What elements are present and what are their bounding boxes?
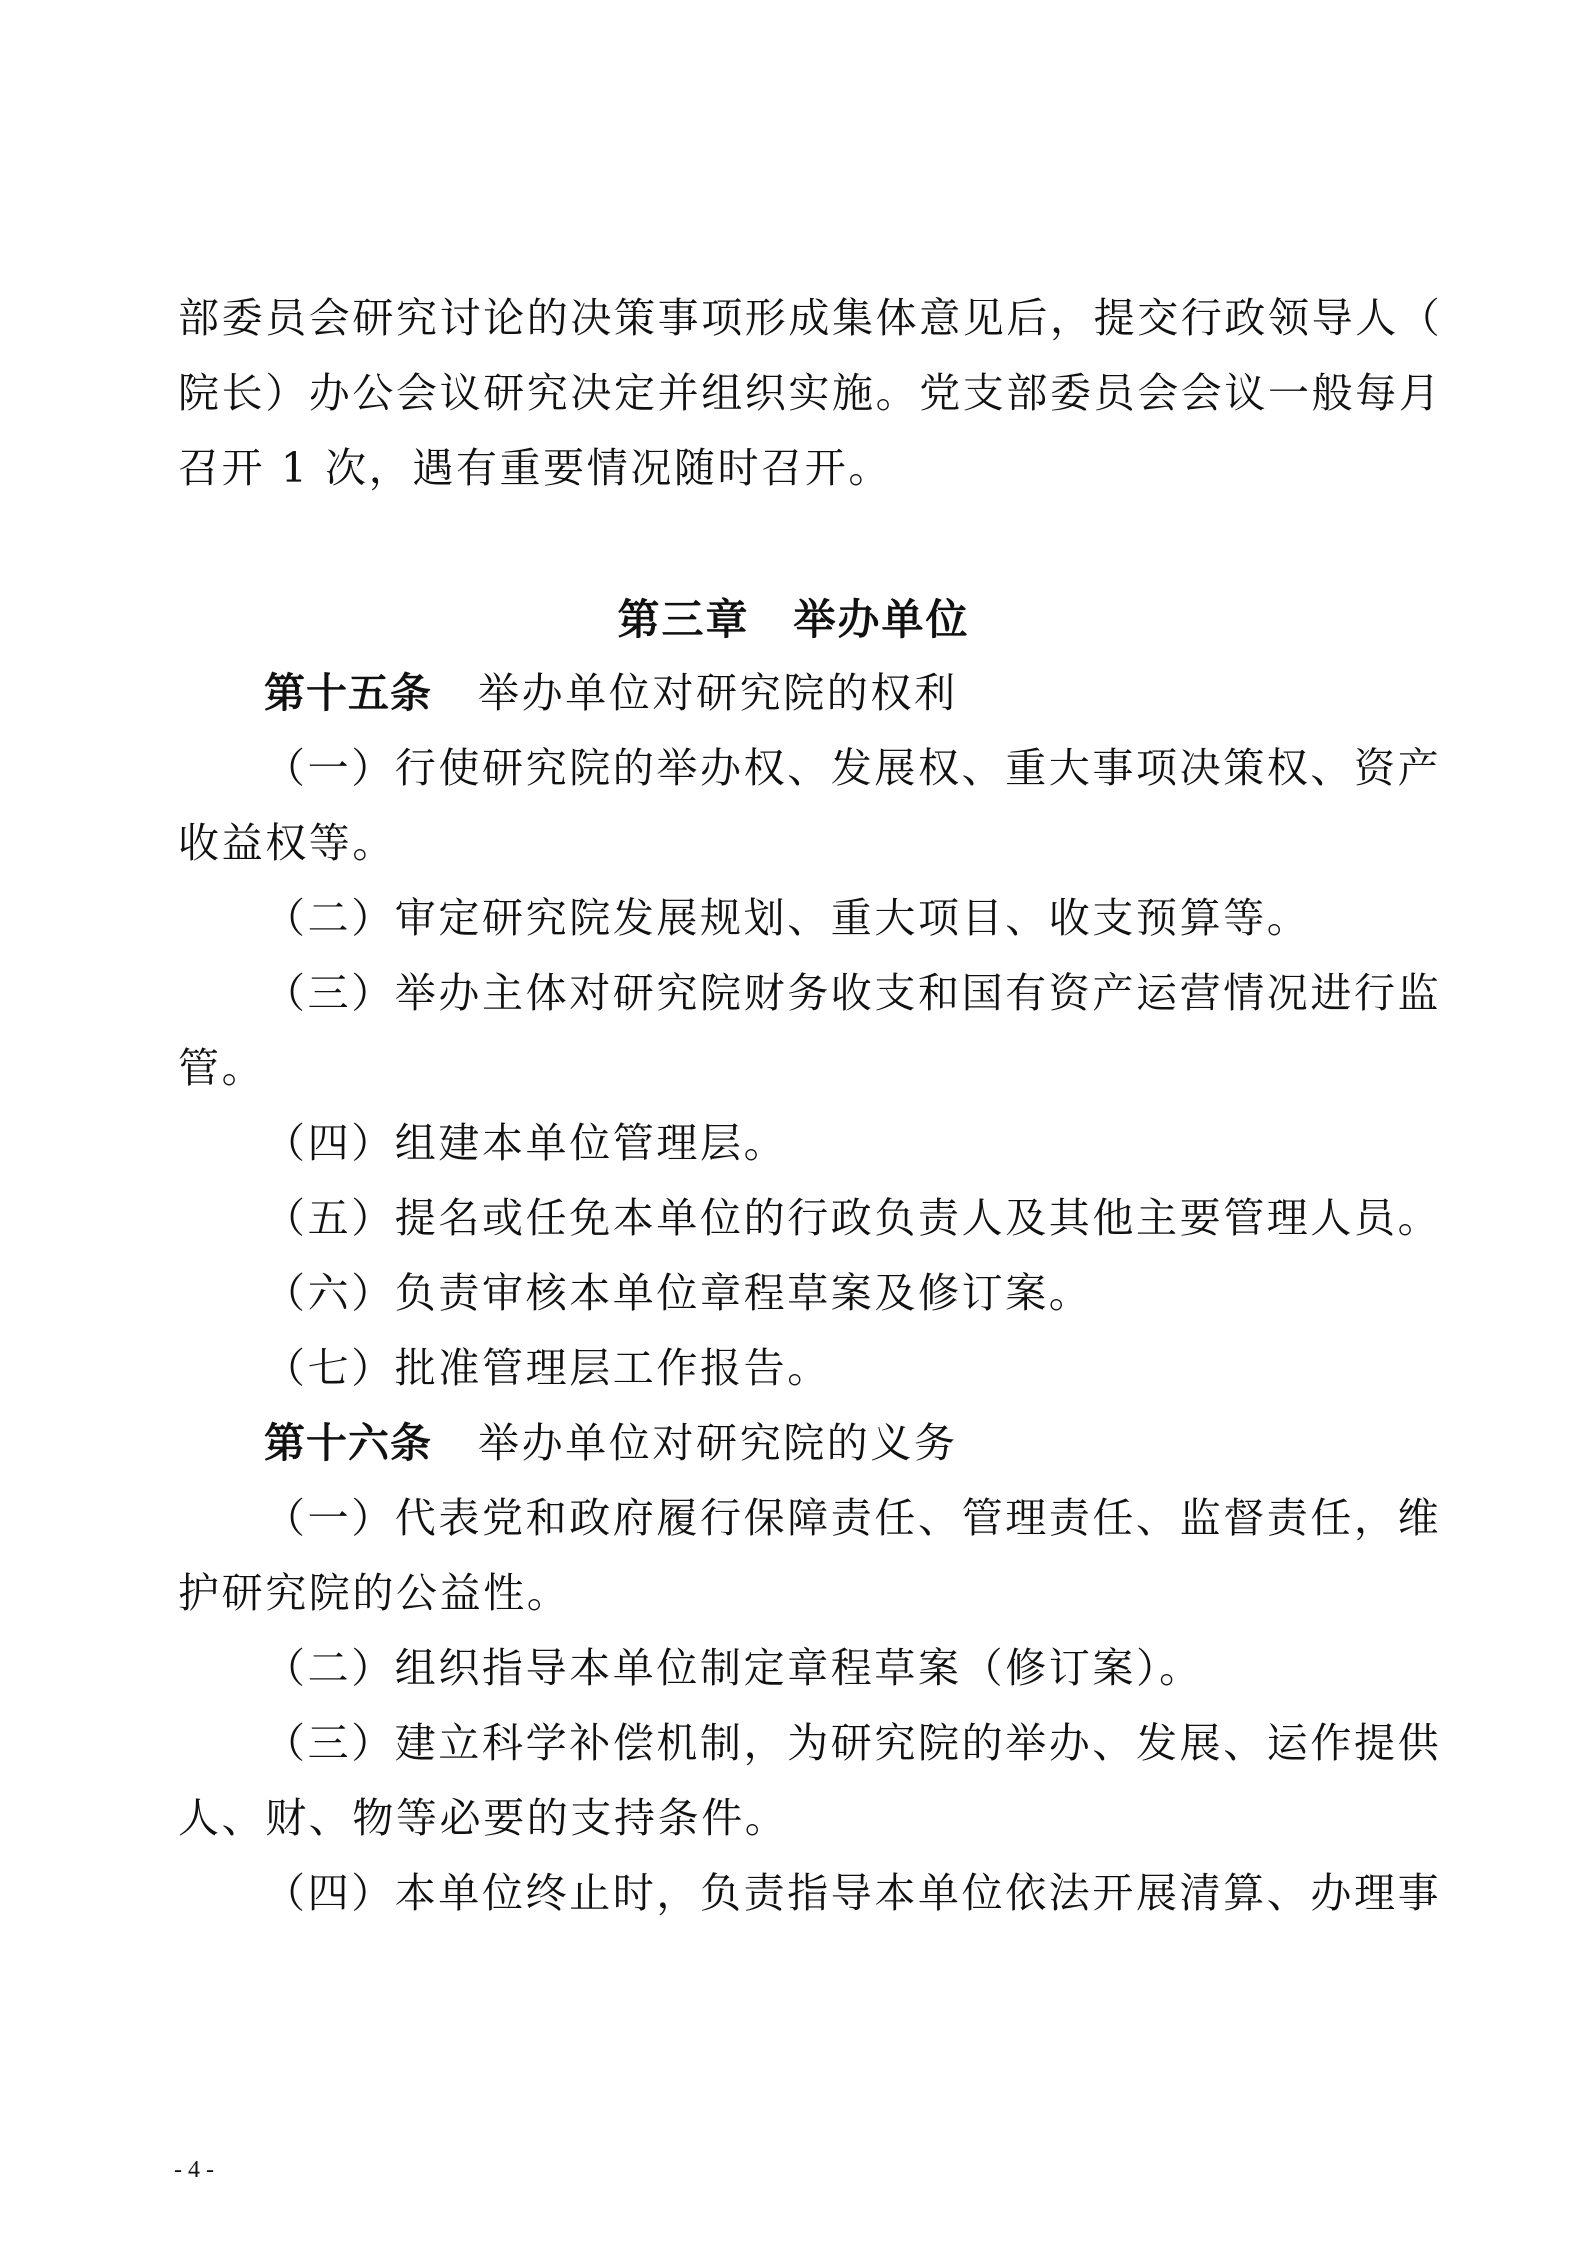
- list-item: （四）本单位终止时，负责指导本单位依法开展清算、办理事: [264, 1869, 1442, 1917]
- list-item-continuation: 人、财、物等必要的支持条件。: [178, 1794, 789, 1842]
- article-label: 第十五条: [264, 669, 432, 717]
- list-item: （七）批准管理层工作报告。: [264, 1344, 831, 1392]
- page-number: - 4 -: [174, 2157, 214, 2183]
- list-item-continuation: 管。: [178, 1044, 266, 1092]
- list-item: （六）负责审核本单位章程草案及修订案。: [264, 1269, 1093, 1317]
- list-item: （一）行使研究院的举办权、发展权、重大事项决策权、资产: [264, 744, 1442, 792]
- article-15-heading: [264, 667, 1414, 719]
- chapter-heading: 第三章 举办单位: [617, 595, 970, 644]
- list-item: （二）组织指导本单位制定章程草案（修订案）。: [264, 1644, 1203, 1692]
- article-title: 举办单位对研究院的义务: [478, 1419, 958, 1467]
- list-item: （一）代表党和政府履行保障责任、管理责任、监督责任，维: [264, 1494, 1442, 1542]
- list-item: （五）提名或任免本单位的行政负责人及其他主要管理人员。: [264, 1194, 1442, 1242]
- list-item: （二）审定研究院发展规划、重大项目、收支预算等。: [264, 894, 1311, 942]
- article-16-heading: [264, 1417, 1414, 1469]
- paragraph-line: 召开 1 次，遇有重要情况随时召开。: [178, 444, 892, 492]
- article-label: 第十六条: [264, 1419, 432, 1467]
- article-title: 举办单位对研究院的权利: [478, 669, 958, 717]
- list-item-continuation: 收益权等。: [178, 819, 396, 867]
- list-item-continuation: 护研究院的公益性。: [178, 1569, 571, 1617]
- paragraph-line: 院长）办公会议研究决定并组织实施。党支部委员会会议一般每月: [178, 369, 1443, 417]
- list-item: （三）举办主体对研究院财务收支和国有资产运营情况进行监: [264, 969, 1442, 1017]
- list-item: （三）建立科学补偿机制，为研究院的举办、发展、运作提供: [264, 1719, 1442, 1767]
- paragraph-line: 部委员会研究讨论的决策事项形成集体意见后，提交行政领导人（: [178, 294, 1443, 342]
- list-item: （四）组建本单位管理层。: [264, 1119, 788, 1167]
